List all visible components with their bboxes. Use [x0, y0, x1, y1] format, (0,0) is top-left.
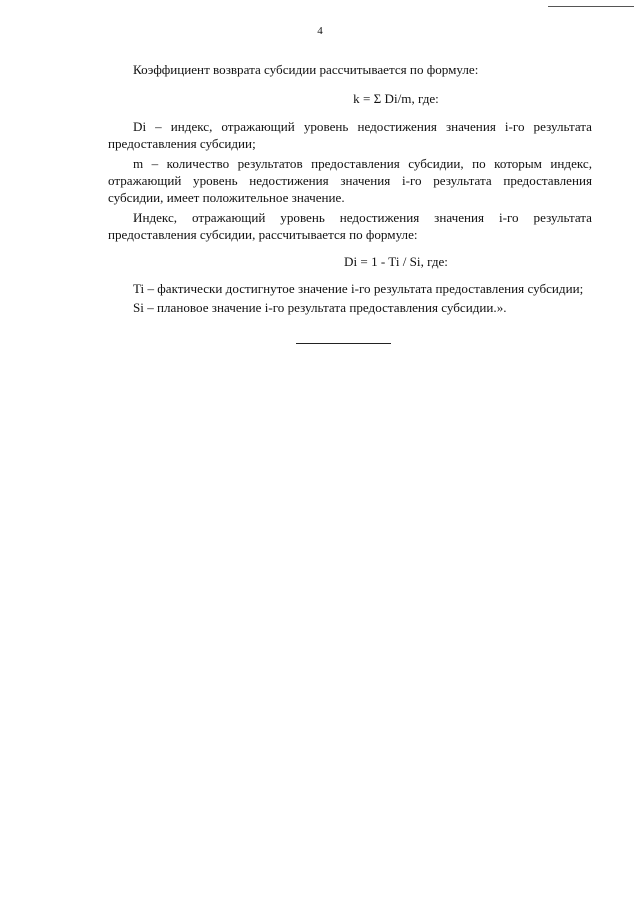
corner-rule: [548, 6, 634, 7]
paragraph-intro: Коэффициент возврата субсидии рассчитывается по формуле:: [133, 62, 479, 77]
end-rule: [296, 343, 391, 344]
formula-k: k = Σ Di/m, где:: [353, 91, 439, 107]
page-number: 4: [317, 25, 323, 37]
document-body: [108, 61, 592, 344]
paragraph-def-m: m – количество результатов предоставления субсидии, по которым индекс, отражающий уровень недостижения значения i-го результата предоставления субсидии, имеет положительное значение.: [108, 155, 592, 206]
paragraph-def-si: Si – плановое значение i-го результата предоставления субсидии.».: [133, 300, 507, 316]
paragraph-index-intro: Индекс, отражающий уровень недостижения значения i-го результата предоставления субсидии, рассчитывается по формуле:: [108, 209, 592, 243]
paragraph-def-ti: Ti – фактически достигнутое значение i-го результата предоставления субсидии;: [133, 281, 584, 297]
formula-di: Di = 1 - Ti / Si, где:: [344, 253, 448, 269]
paragraph-def-di: Di – индекс, отражающий уровень недостижения значения i-го результата предоставления субсидии;: [108, 118, 592, 152]
